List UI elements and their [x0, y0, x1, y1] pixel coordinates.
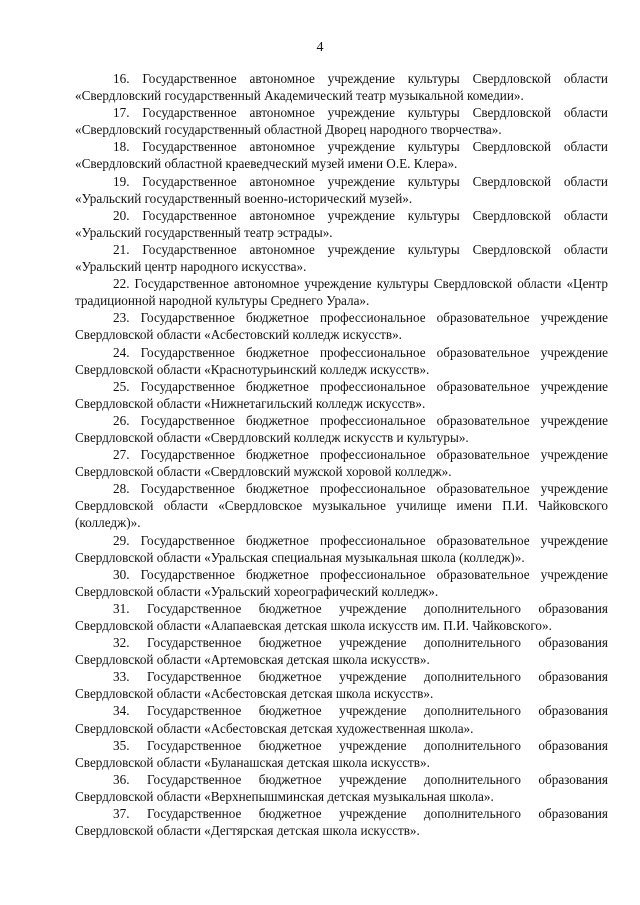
- list-item: 30. Государственное бюджетное профессиональное образовательное учреждение Свердловской области «Уральский хореографический колледж».: [75, 566, 608, 599]
- list-item: 19. Государственное автономное учреждение культуры Свердловской области «Уральский государственный военно-исторический музей».: [75, 173, 608, 206]
- list-item: 35. Государственное бюджетное учреждение дополнительного образования Свердловской области «Буланашская детская школа искусств».: [75, 737, 608, 770]
- list-item: 31. Государственное бюджетное учреждение дополнительного образования Свердловской области «Алапаевская детская школа искусств им. П.И. Чайковского».: [75, 600, 608, 633]
- list-item: 34. Государственное бюджетное учреждение дополнительного образования Свердловской области «Асбестовская детская художественная школа».: [75, 703, 608, 736]
- list-item: 18. Государственное автономное учреждение культуры Свердловской области «Свердловский областной краеведческий музей имени О.Е. Клера».: [75, 139, 608, 172]
- list-item: 29. Государственное бюджетное профессиональное образовательное учреждение Свердловской области «Уральская специальная музыкальная школа (колледж)».: [75, 532, 608, 565]
- list-item: 27. Государственное бюджетное профессиональное образовательное учреждение Свердловской области «Свердловский мужской хоровой колледж».: [75, 447, 608, 480]
- list-item: 33. Государственное бюджетное учреждение дополнительного образования Свердловской области «Асбестовская детская школа искусств».: [75, 669, 608, 702]
- list-item: 23. Государственное бюджетное профессиональное образовательное учреждение Свердловской области «Асбестовский колледж искусств».: [75, 310, 608, 343]
- organization-list: [75, 70, 608, 839]
- list-item: 22. Государственное автономное учреждение культуры Свердловской области «Центр традиционной народной культуры Среднего Урала».: [75, 276, 608, 309]
- page-number: 4: [316, 40, 324, 55]
- list-item: 37. Государственное бюджетное учреждение дополнительного образования Свердловской области «Дегтярская детская школа искусств».: [75, 806, 608, 839]
- list-item: 36. Государственное бюджетное учреждение дополнительного образования Свердловской области «Верхнепышминская детская музыкальная школа».: [75, 771, 608, 804]
- list-item: 32. Государственное бюджетное учреждение дополнительного образования Свердловской области «Артемовская детская школа искусств».: [75, 635, 608, 668]
- list-item: 16. Государственное автономное учреждение культуры Свердловской области «Свердловский государственный Академический театр музыкальной комедии».: [75, 71, 608, 104]
- list-item: 25. Государственное бюджетное профессиональное образовательное учреждение Свердловской области «Нижнетагильский колледж искусств».: [75, 378, 608, 411]
- list-item: 21. Государственное автономное учреждение культуры Свердловской области «Уральский центр народного искусства».: [75, 241, 608, 275]
- list-item: 17. Государственное автономное учреждение культуры Свердловской области «Свердловский государственный областной Дворец народного творчества».: [75, 105, 608, 138]
- list-item: 24. Государственное бюджетное профессиональное образовательное учреждение Свердловской области «Краснотурьинский колледж искусств».: [75, 344, 608, 377]
- list-item: 26. Государственное бюджетное профессиональное образовательное учреждение Свердловской области «Свердловский колледж искусств и культуры».: [75, 412, 608, 445]
- list-item: 28. Государственное бюджетное профессиональное образовательное учреждение Свердловской области «Свердловское музыкальное училище имени П.И. Чайковского (колледж)».: [75, 481, 608, 531]
- list-item: 20. Государственное автономное учреждение культуры Свердловской области «Уральский государственный театр эстрады».: [75, 207, 608, 240]
